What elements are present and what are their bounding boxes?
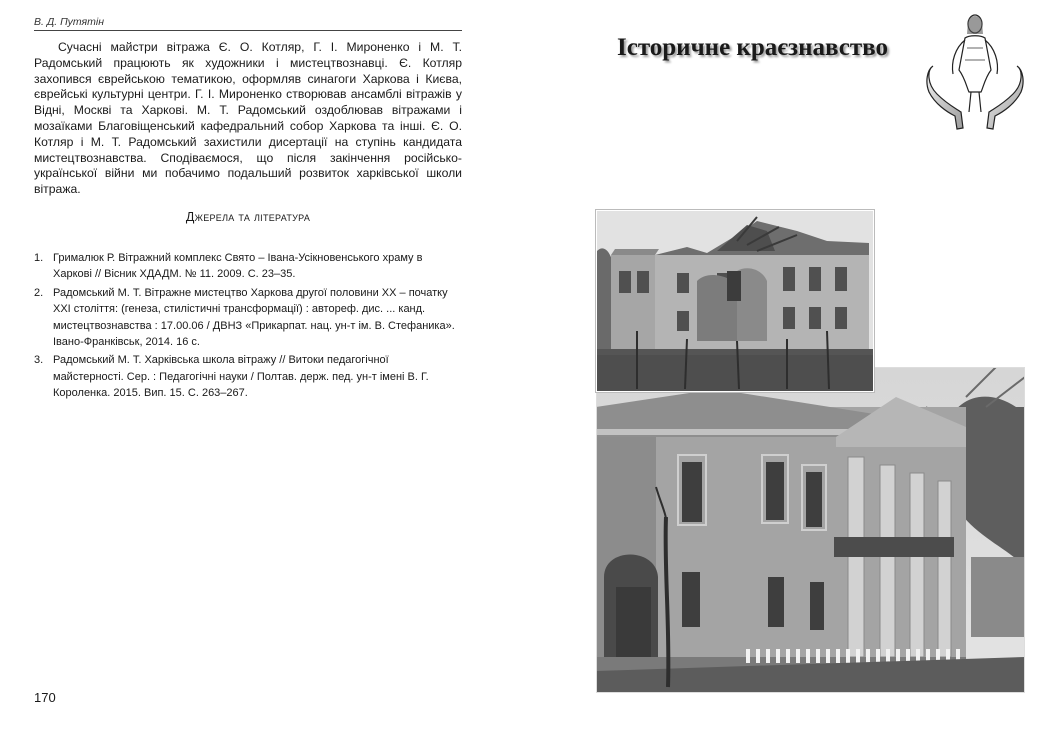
reference-text: Грималюк Р. Вітражний комплекс Свято – Івана-Усікновенського храму в Харкові // Вісник ХДАДМ. № 11. 2009. С. 23–35.	[53, 252, 423, 281]
reference-number: 3.	[34, 354, 44, 367]
classical-mansion-photo	[596, 367, 1025, 693]
damaged-building-photo	[596, 210, 874, 392]
reference-item	[34, 250, 462, 283]
body-paragraph: Сучасні майстри вітража Є. О. Котляр, Г. І. Мироненко і М. Т. Радомський працюють як художники і мистецтвознавці. Є. Котляр захопився єврейською тематикою, оформляв синагоги Харкова і Києва, єврейські культурні центри. Г. І. Мироненко створював ансамблі вітражів у Відні, Москві та Харкові. М. Т. Радомський оздоблював вітражами і мозаїками Благовіщенський кафедральний собор Харкова та інші. Є. О. Котляр і М. Т. Радомський захистили дисертації на ступінь кандидата мистецтвознавства. Сподіваємося, що після закінчення російсько-української війни ми побачимо подальший розвиток харківської школи вітража.	[34, 40, 462, 197]
reference-item	[34, 285, 462, 351]
body-text	[34, 40, 462, 198]
reference-text: Радомський М. Т. Харківська школа вітражу // Витоки педагогічної майстерності. Сер. : Педагогічні науки / Полтав. держ. пед. ун-т імені В. Г. Короленка. 2015. Вип. 15. С. 263–267.	[53, 354, 429, 400]
photo-frame	[596, 367, 1025, 693]
references-heading: Джерела та література	[185, 210, 311, 224]
hands-holding-figure-icon	[925, 8, 1025, 130]
reference-item	[34, 352, 462, 401]
right-page	[529, 0, 1058, 729]
references-list	[34, 250, 462, 404]
reference-number: 2.	[34, 286, 44, 299]
page-number: 170	[34, 690, 56, 705]
section-title: Історичне краєзнавство	[617, 34, 889, 61]
reference-text: Радомський М. Т. Вітражне мистецтво Харкова другої половини ХХ – початку ХХІ століття: (генеза, стилістичні трансформації) : автореф. дис. ... канд. мистецтвознавства : 17.00.06 / ДВНЗ «Прикарпат. нац. ун-т ім. В. Стефаника». Івано-Франківськ, 2014. 16 с.	[53, 286, 455, 349]
running-head: В. Д. Путятін	[34, 16, 462, 31]
reference-number: 1.	[34, 252, 44, 264]
